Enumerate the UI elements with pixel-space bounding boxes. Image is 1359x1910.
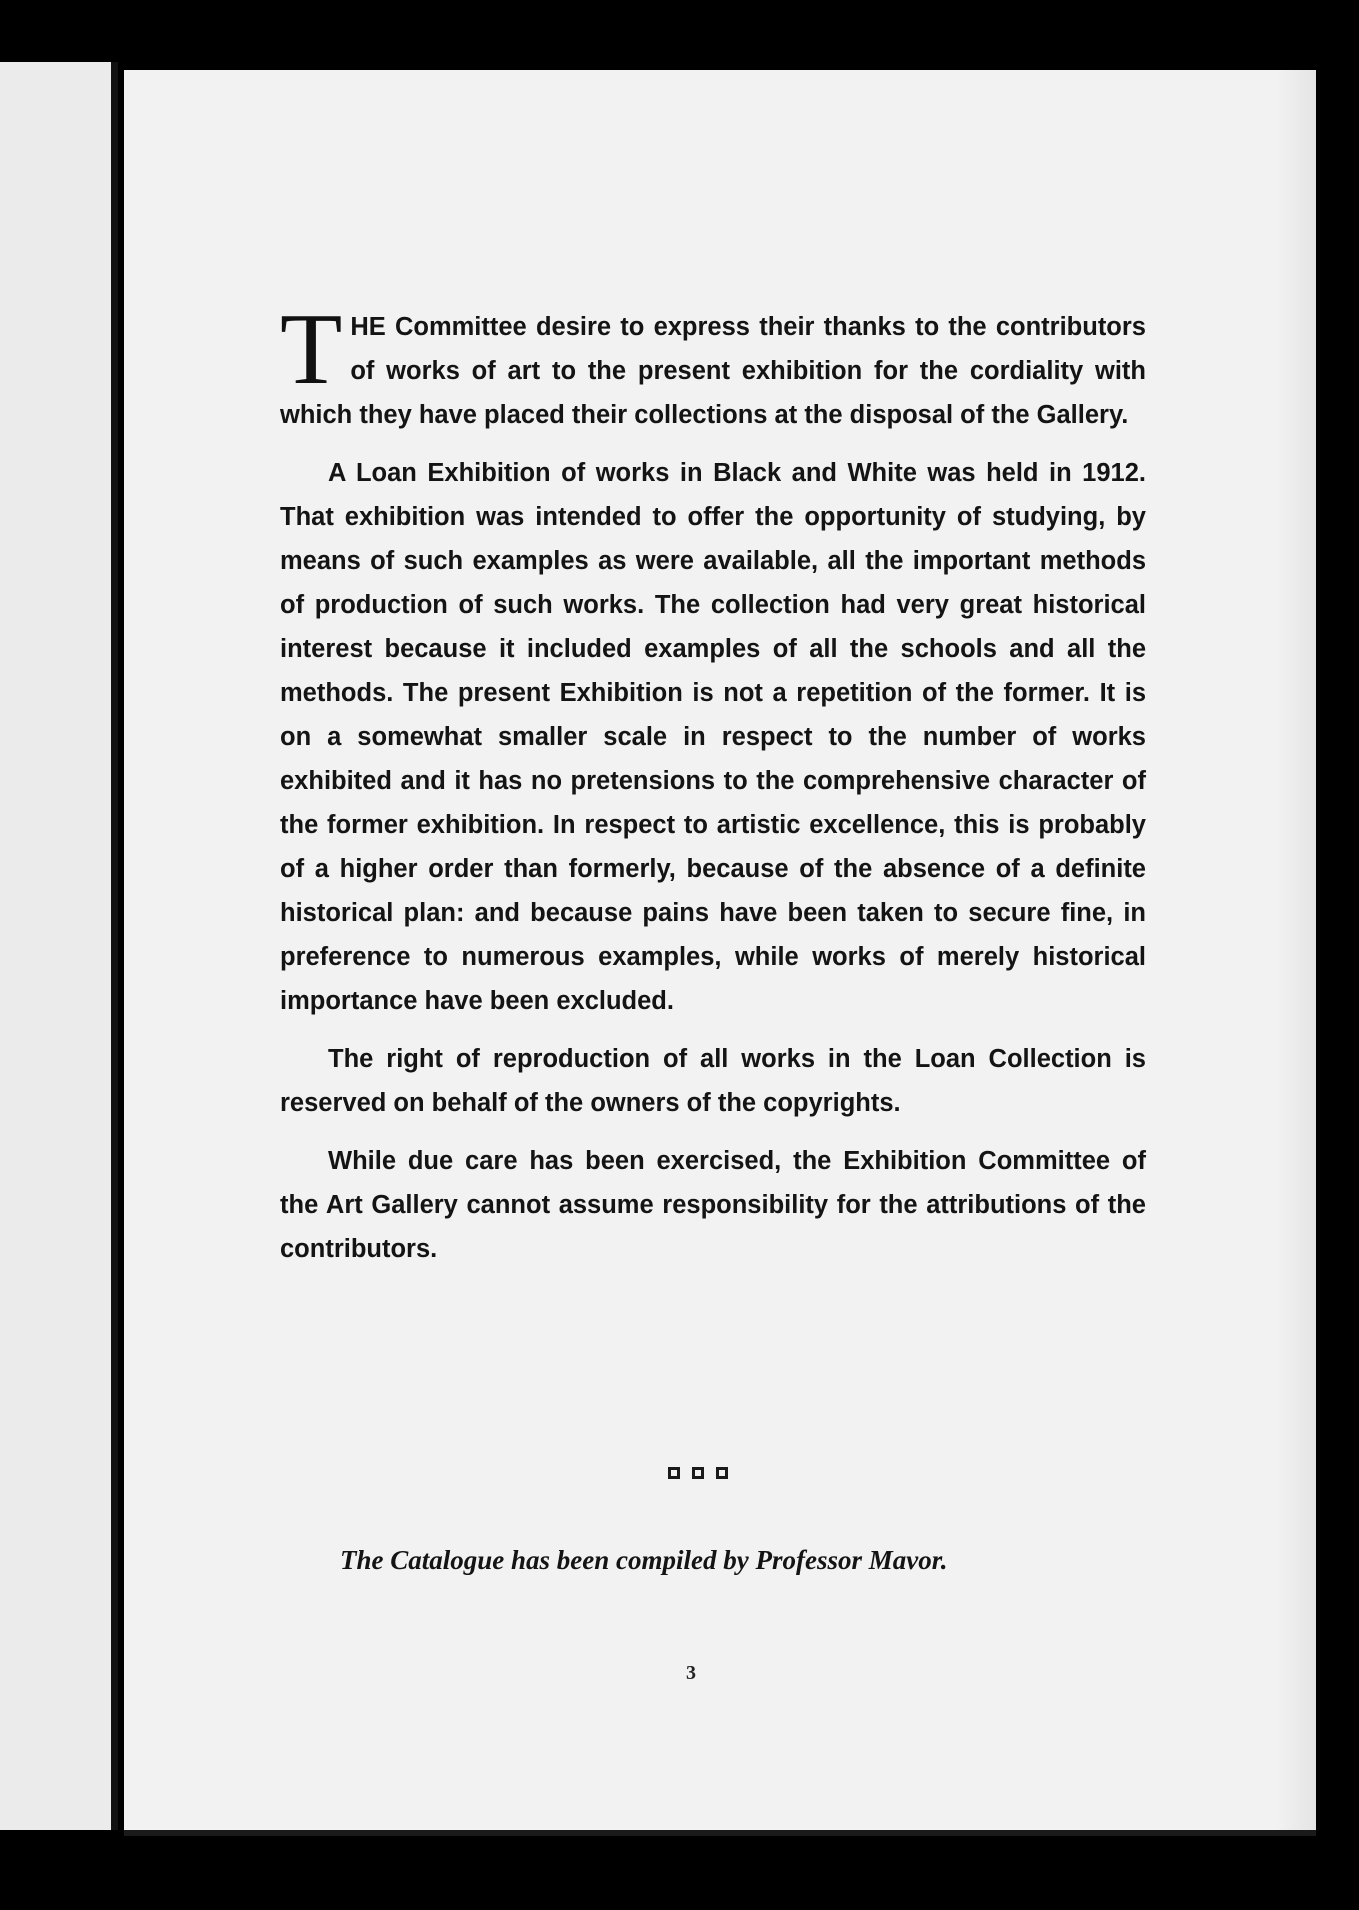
paragraph-loan-exhibition: A Loan Exhibition of works in Black and White was held in 1912. That exhibition was intended to offer the opportunity of studying, by means of such examples as were available, all the important methods of production of such works. The collection had very great historical interest because it included examples of all the schools and all the methods. The present Exhibition is not a repetition of the former. It is on a somewhat smaller scale in respect to the number of works exhibited and it has no pretensions to the comprehensive character of the former exhibition. In respect to artistic excellence, this is probably of a higher order than formerly, because of the absence of a definite historical plan: and because pains have been taken to secure fine, in preference to numerous examples, while works of merely historical importance have been excluded. bbox=[280, 459, 1146, 1015]
square-icon bbox=[716, 1467, 728, 1479]
drop-cap: T bbox=[280, 293, 343, 406]
paragraph-disclaimer: While due care has been exercised, the Exhibition Committee of the Art Gallery cannot assume responsibility for the attributions of the contributors. bbox=[280, 1147, 1146, 1263]
credit-line: The Catalogue has been compiled by Professor Mavor. bbox=[340, 1545, 948, 1575]
square-icon bbox=[692, 1467, 704, 1479]
binding-shadow bbox=[111, 62, 118, 1830]
paragraph-reproduction-rights: The right of reproduction of all works in the Loan Collection is reserved on behalf of the owners of the copyrights. bbox=[280, 1045, 1146, 1117]
body-text bbox=[280, 293, 1146, 1285]
paragraph-text: HE Committee desire to express their thanks to the contributors of works of art to the present exhibition for the cordiality with which they have placed their collections at the disposal of the Gallery. bbox=[280, 313, 1146, 429]
page-number: 3 bbox=[686, 1662, 696, 1684]
paragraph-acknowledgement bbox=[280, 293, 1146, 437]
section-divider-ornament bbox=[668, 1467, 728, 1479]
square-icon bbox=[668, 1467, 680, 1479]
facing-page-edge bbox=[0, 62, 114, 1830]
